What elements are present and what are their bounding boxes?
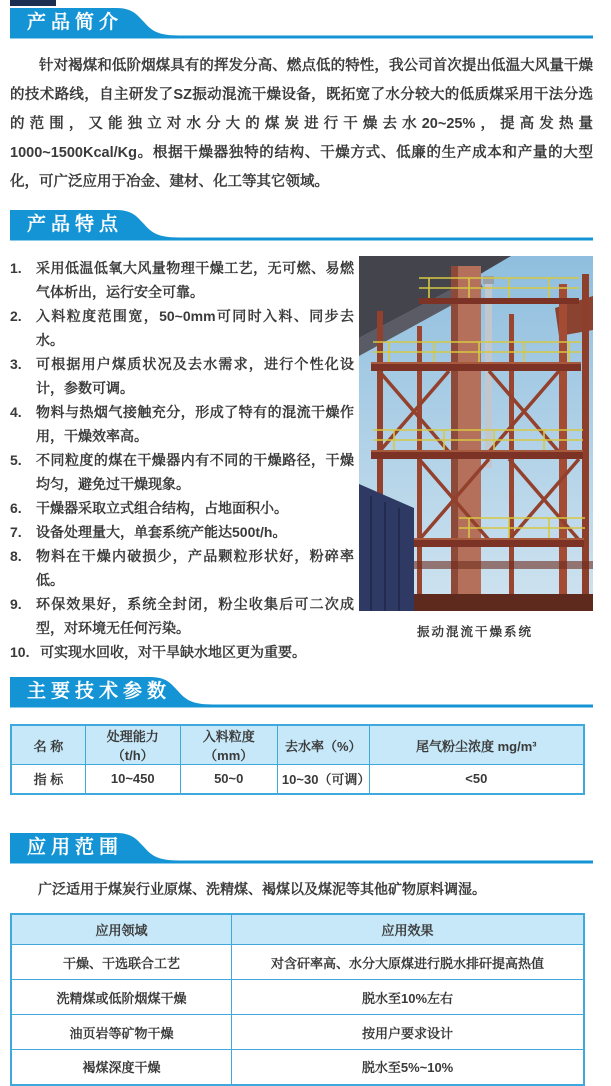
- tech-value-dewater-rate: 10~30（可调）: [277, 765, 369, 794]
- feature-item: [10, 640, 354, 664]
- apply-field: 褐煤深度干燥: [11, 1050, 232, 1085]
- section-title-features: 产品特点: [27, 214, 124, 235]
- feature-item: [10, 544, 354, 592]
- apply-effect: 按用户要求设计: [232, 1015, 584, 1050]
- tech-header-feed-size: 入料粒度（mm）: [180, 725, 277, 765]
- feature-number: 2.: [10, 308, 22, 324]
- tech-value-row: [11, 765, 584, 794]
- tech-header-dewater-rate: 去水率（%）: [277, 725, 369, 765]
- feature-text: 物料在干燥内破损少，产品颗粒形状好，粉碎率低。: [36, 548, 354, 588]
- tech-header-row: [11, 725, 584, 765]
- apply-row: [11, 1015, 584, 1050]
- feature-number: 3.: [10, 356, 22, 372]
- apply-row: [11, 945, 584, 980]
- tech-header-name: 名 称: [11, 725, 85, 765]
- photo-caption: 振动混流干燥系统: [416, 625, 533, 639]
- feature-item: [10, 400, 354, 448]
- feature-number: 5.: [10, 452, 22, 468]
- feature-number: 7.: [10, 524, 22, 540]
- features-and-photo-row: [10, 256, 593, 664]
- feature-text: 设备处理量大，单套系统产能达500t/h。: [36, 524, 287, 540]
- feature-item: [10, 304, 354, 352]
- feature-text: 不同粒度的煤在干燥器内有不同的干燥路径，干燥均匀，避免过干燥现象。: [36, 452, 354, 492]
- apply-header-effect: 应用效果: [232, 914, 584, 945]
- apply-header-row: [11, 914, 584, 945]
- equipment-photo: [359, 256, 593, 611]
- apply-header-field: 应用领域: [11, 914, 232, 945]
- apply-field: 油页岩等矿物干燥: [11, 1015, 232, 1050]
- tech-parameters-table: [10, 724, 585, 795]
- apply-field: 洗精煤或低阶烟煤干燥: [11, 980, 232, 1015]
- feature-number: 4.: [10, 404, 22, 420]
- feature-number: 1.: [10, 260, 22, 276]
- feature-number: 6.: [10, 500, 22, 516]
- application-table: [10, 913, 585, 1086]
- feature-item: [10, 496, 354, 520]
- equipment-photo-figure: [357, 256, 593, 640]
- section-banner-tech: [10, 677, 593, 708]
- feature-number: 9.: [10, 596, 22, 612]
- feature-text: 入料粒度范围宽，50~0mm可同时入料、同步去水。: [36, 308, 354, 348]
- section-banner-intro: [10, 8, 593, 39]
- tech-value-capacity: 10~450: [85, 765, 180, 794]
- feature-number: 10.: [10, 644, 30, 660]
- tech-value-feed-size: 50~0: [180, 765, 277, 794]
- section-title-intro: 产品简介: [27, 12, 124, 33]
- page-top-navy-sliver: [10, 0, 56, 6]
- feature-list: [10, 256, 354, 664]
- section-title-apply: 应用范围: [27, 836, 124, 858]
- apply-effect: 对含矸率高、水分大原煤进行脱水排矸提高热值: [232, 945, 584, 980]
- feature-text: 可根据用户煤质状况及去水需求，进行个性化设计，参数可调。: [36, 356, 354, 396]
- apply-field: 干燥、干选联合工艺: [11, 945, 232, 980]
- feature-text: 环保效果好，系统全封闭，粉尘收集后可二次成型，对环境无任何污染。: [36, 596, 354, 636]
- feature-text: 采用低温低氧大风量物理干燥工艺，无可燃、易燃气体析出，运行安全可靠。: [36, 260, 354, 300]
- apply-intro-text: 广泛适用于煤炭行业原煤、洗精煤、褐煤以及煤泥等其他矿物原料调湿。: [38, 880, 486, 897]
- feature-text: 可实现水回收，对干旱缺水地区更为重要。: [40, 644, 306, 660]
- apply-effect: 脱水至10%左右: [232, 980, 584, 1015]
- feature-text: 干燥器采取立式组合结构，占地面积小。: [36, 500, 288, 516]
- feature-item: [10, 448, 354, 496]
- tech-row-label: 指 标: [11, 765, 85, 794]
- feature-item: [10, 520, 354, 544]
- tech-header-capacity: 处理能力（t/h）: [85, 725, 180, 765]
- section-title-tech: 主要技术参数: [27, 681, 172, 702]
- apply-row: [11, 980, 584, 1015]
- tech-header-dust: 尾气粉尘浓度 mg/m³: [369, 725, 584, 765]
- apply-effect: 脱水至5%~10%: [232, 1050, 584, 1085]
- feature-item: [10, 256, 354, 304]
- feature-text: 物料与热烟气接触充分，形成了特有的混流干燥作用，干燥效率高。: [36, 404, 354, 444]
- tech-value-dust: <50: [369, 765, 584, 794]
- apply-row: [11, 1050, 584, 1085]
- feature-number: 8.: [10, 548, 22, 564]
- feature-item: [10, 592, 354, 640]
- feature-item: [10, 352, 354, 400]
- section-banner-features: [10, 210, 593, 241]
- intro-paragraph: 针对褐煤和低阶烟煤具有的挥发分高、燃点低的特性，我公司首次提出低温大风量干燥的技术路线，自主研发了SZ振动混流干燥设备，既拓宽了水分较大的低质煤采用干法分选的范围，又能独立对水分大的煤炭进行干燥去水20~25%，提高发热量1000~1500Kcal/Kg。根据干燥器独特的结构、干燥方式、低廉的生产成本和产量的大型化，可广泛应用于冶金、建材、化工等其它领域。: [10, 58, 593, 190]
- section-banner-apply: [10, 833, 593, 864]
